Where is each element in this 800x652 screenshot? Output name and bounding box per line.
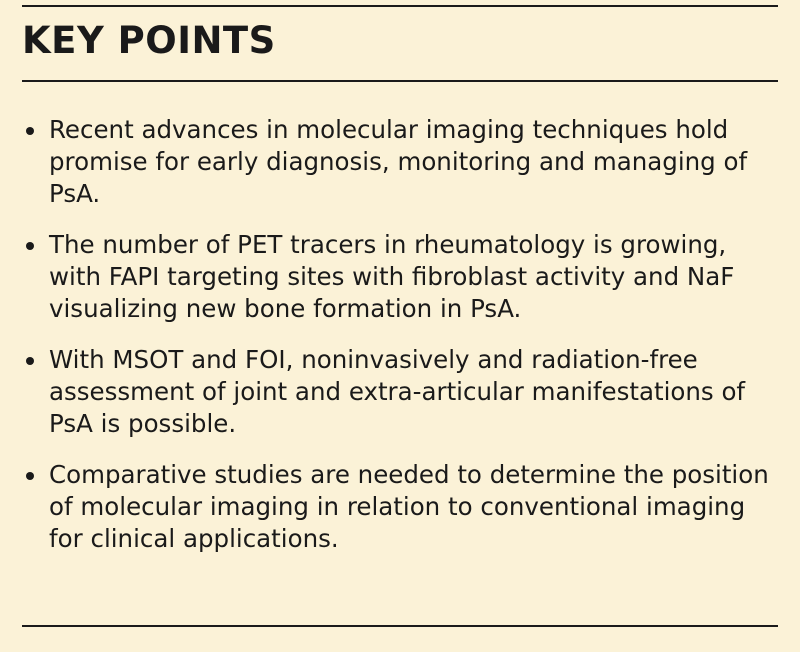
key-point-text: The number of PET tracers in rheumatology is growing, with FAPI targeting sites with fibroblast activity and NaF visualizing new bone formation in PsA.	[49, 230, 735, 323]
top-rule	[22, 5, 778, 7]
box-title: KEY POINTS	[22, 19, 276, 62]
key-point-item	[22, 229, 772, 325]
bullet-icon	[26, 127, 34, 135]
key-point-item	[22, 114, 772, 210]
bullet-icon	[26, 242, 34, 250]
title-rule	[22, 80, 778, 82]
bullet-icon	[26, 472, 34, 480]
key-point-text: Recent advances in molecular imaging techniques hold promise for early diagnosis, monitoring and managing of PsA.	[49, 115, 748, 208]
key-point-item	[22, 459, 772, 555]
key-point-item	[22, 344, 772, 440]
bottom-rule	[22, 625, 778, 627]
key-points-list	[22, 114, 772, 574]
bullet-icon	[26, 357, 34, 365]
key-point-text: With MSOT and FOI, noninvasively and radiation-free assessment of joint and extra-articular manifestations of PsA is possible.	[49, 345, 746, 438]
key-point-text: Comparative studies are needed to determine the position of molecular imaging in relation to conventional imaging for clinical applications.	[49, 460, 769, 553]
